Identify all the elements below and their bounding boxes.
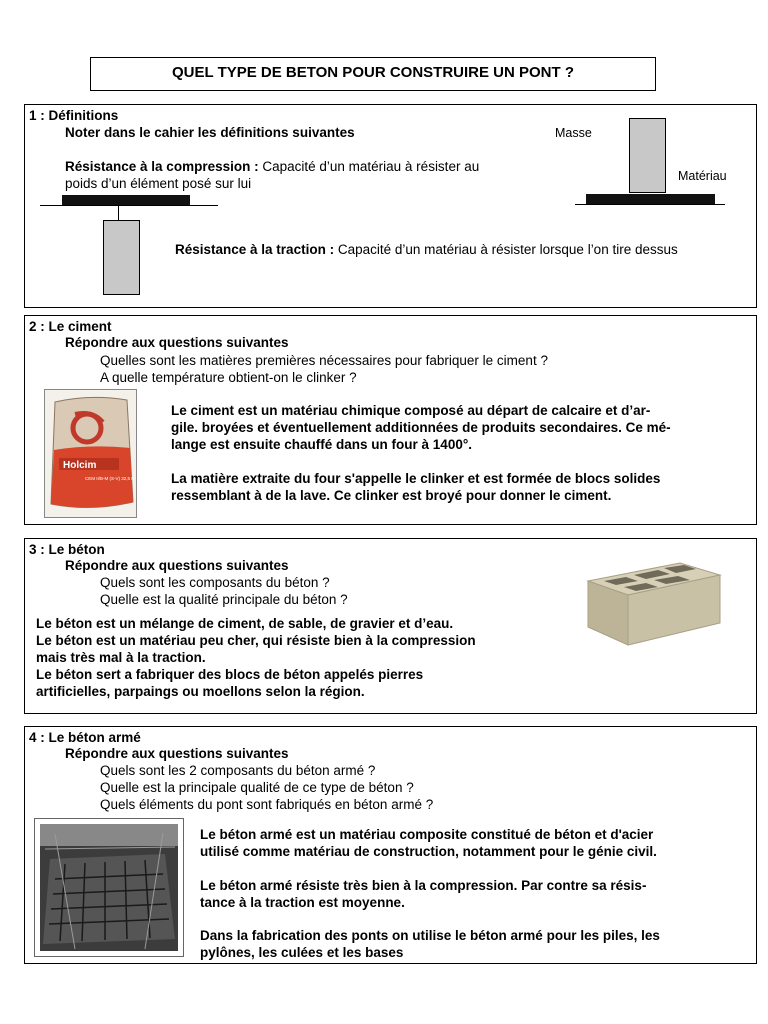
beton-arme-answer-2: [200, 877, 646, 911]
rebar-image: [34, 818, 184, 957]
answer-line: mais très mal à la traction.: [36, 650, 206, 665]
answer-line: La matière extraite du four s'appelle le clinker et est formée de blocs solides: [171, 471, 661, 486]
beton-arme-answer-1: [200, 826, 657, 860]
cement-bag-illustration: [45, 390, 137, 518]
section-4-question: Quels éléments du pont sont fabriqués en béton armé ?: [100, 797, 434, 812]
compression-text-1: Capacité d’un matériau à résister au: [258, 159, 480, 174]
answer-line: gile. broyées et éventuellement additionnées de produits secondaires. Ce mé-: [171, 420, 671, 435]
materiau-label: Matériau: [678, 169, 727, 183]
concrete-block-image: [580, 553, 728, 653]
traction-diagram-ground-line: [40, 205, 218, 206]
beton-answer: [36, 615, 476, 700]
section-2-heading: 2 : Le ciment: [29, 319, 112, 334]
answer-line: Dans la fabrication des ponts on utilise le béton armé pour les piles, les: [200, 928, 660, 943]
answer-line: Le béton armé est un matériau composite constitué de béton et d'acier: [200, 827, 654, 842]
bag-code: CEM II/B-M (S-V) 32,5 R: [85, 476, 135, 481]
traction-diagram-material: [103, 220, 140, 295]
traction-diagram-support: [62, 195, 190, 205]
section-4-instruction: Répondre aux questions suivantes: [65, 746, 289, 761]
compression-diagram-support: [586, 194, 715, 204]
section-4-heading: 4 : Le béton armé: [29, 730, 141, 745]
traction-label: Résistance à la traction :: [175, 242, 335, 257]
compression-diagram-material: [629, 118, 666, 193]
ciment-answer-2: [171, 470, 660, 504]
section-2-instruction: Répondre aux questions suivantes: [65, 335, 289, 350]
answer-line: artificielles, parpaings ou moellons selon la région.: [36, 684, 365, 699]
answer-line: Le ciment est un matériau chimique composé au départ de calcaire et d’ar-: [171, 403, 651, 418]
section-2-question: Quelles sont les matières premières nécessaires pour fabriquer le ciment ?: [100, 353, 548, 368]
answer-line: ressemblant à de la lave. Ce clinker est broyé pour donner le ciment.: [171, 488, 612, 503]
section-1-instruction: Noter dans le cahier les définitions suivantes: [65, 125, 355, 140]
traction-diagram-rod: [118, 205, 119, 220]
page-title-text: QUEL TYPE DE BETON POUR CONSTRUIRE UN PONT ?: [172, 64, 574, 81]
section-4-question: Quelle est la principale qualité de ce type de béton ?: [100, 780, 414, 795]
answer-line: pylônes, les culées et les bases: [200, 945, 404, 960]
compression-definition: [65, 158, 479, 175]
rebar-illustration: [35, 819, 183, 956]
masse-label: Masse: [555, 126, 592, 140]
section-3-question: Quelle est la qualité principale du béton ?: [100, 592, 348, 607]
page-title: [90, 57, 656, 91]
answer-line: Le béton armé résiste très bien à la compression. Par contre sa résis-: [200, 878, 647, 893]
section-2-question: A quelle température obtient-on le clinker ?: [100, 370, 357, 385]
ciment-answer-1: [171, 402, 671, 453]
answer-line: Le béton sert a fabriquer des blocs de béton appelés pierres: [36, 667, 424, 682]
answer-line: Le béton est un matériau peu cher, qui résiste bien à la compression: [36, 633, 476, 648]
section-4-question: Quels sont les 2 composants du béton armé ?: [100, 763, 376, 778]
cement-bag-image: [44, 389, 137, 518]
compression-text-2: poids d’un élément posé sur lui: [65, 176, 252, 191]
answer-line: tance à la traction est moyenne.: [200, 895, 405, 910]
bag-brand: Holcim: [63, 460, 97, 471]
compression-diagram-ground-line: [575, 204, 725, 205]
concrete-block-illustration: [580, 553, 728, 653]
traction-text: Capacité d’un matériau à résister lorsque l’on tire dessus: [334, 242, 678, 257]
section-3-heading: 3 : Le béton: [29, 542, 105, 557]
section-1-heading: 1 : Définitions: [29, 108, 119, 123]
answer-line: lange est ensuite chauffé dans un four à 1400°.: [171, 437, 472, 452]
answer-line: utilisé comme matériau de construction, notamment pour le génie civil.: [200, 844, 657, 859]
compression-label: Résistance à la compression :: [65, 159, 259, 174]
section-3-question: Quels sont les composants du béton ?: [100, 575, 330, 590]
answer-line: Le béton est un mélange de ciment, de sable, de gravier et d’eau.: [36, 616, 454, 631]
beton-arme-answer-3: [200, 927, 660, 961]
traction-definition: [175, 241, 678, 258]
section-3-instruction: Répondre aux questions suivantes: [65, 558, 289, 573]
